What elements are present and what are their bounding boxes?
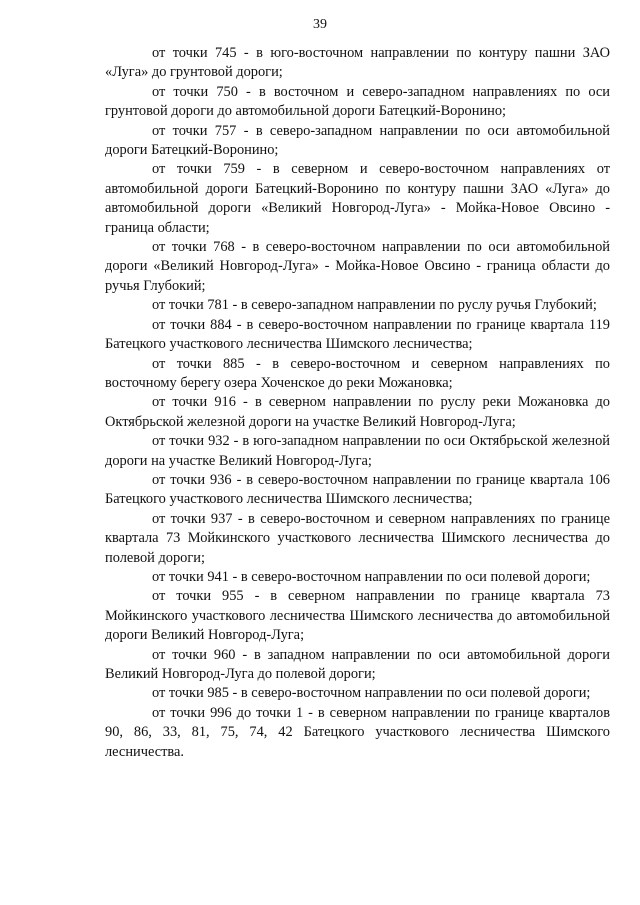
boundary-paragraph-932: от точки 932 - в юго-западном направлении по оси Октябрьской железной дороги на участке Великий Новгород-Луга; — [105, 433, 610, 469]
boundary-paragraph-936: от точки 936 - в северо-восточном направлении по границе квартала 106 Батецкого участкового лесничества Шимского лесничества; — [105, 471, 610, 508]
page-number: 39 — [313, 17, 327, 32]
boundary-paragraph-985: от точки 985 - в северо-восточном направлении по оси полевой дороги; — [152, 685, 591, 702]
boundary-paragraph-885: от точки 885 - в северо-восточном и северном направлениях по восточному берегу озера Хоченское до реки Можановка; — [105, 355, 610, 391]
boundary-paragraph-937: от точки 937 - в северо-восточном и северном направлениях по границе квартала 73 Мойкинского участкового лесничества Шимского лесничества до полевой дороги; — [105, 510, 610, 566]
boundary-paragraph-781: от точки 781 - в северо-западном направлении по руслу ручья Глубокий; — [152, 297, 597, 314]
boundary-paragraph-759: от точки 759 - в северном и северо-восточном направлениях от автомобильной дороги Батецкий-Воронино по контуру пашни ЗАО «Луга» до автомобильной дороги «Великий Новгород-Луга» - Мойка-Новое Овсино - граница области; — [105, 161, 610, 236]
boundary-paragraph-745: от точки 745 - в юго-восточном направлении по контуру пашни ЗАО «Луга» до грунтовой дороги; — [105, 45, 610, 81]
boundary-paragraph-750: от точки 750 - в восточном и северо-западном направлениях по оси грунтовой дороги до автомобильной дороги Батецкий-Воронино; — [105, 83, 610, 120]
boundary-description — [105, 44, 610, 762]
boundary-paragraph-941: от точки 941 - в северо-восточном направлении по оси полевой дороги; — [152, 568, 591, 585]
boundary-paragraph-960: от точки 960 - в западном направлении по оси автомобильной дороги Великий Новгород-Луга до полевой дороги; — [105, 646, 610, 682]
boundary-paragraph-996: от точки 996 до точки 1 - в северном направлении по границе кварталов 90, 86, 33, 81, 75, 74, 42 Батецкого участкового лесничества Шимского лесничества. — [105, 704, 610, 760]
boundary-paragraph-757: от точки 757 - в северо-западном направлении по оси автомобильной дороги Батецкий-Воронино; — [105, 122, 610, 159]
boundary-paragraph-768: от точки 768 - в северо-восточном направлении по оси автомобильной дороги «Великий Новгород-Луга» - Мойка-Новое Овсино - граница области до ручья Глубокий; — [105, 239, 610, 294]
boundary-paragraph-955: от точки 955 - в северном направлении по границе квартала 73 Мойкинского участкового лесничества Шимского лесничества до автомобильной дороги Великий Новгород-Луга; — [105, 588, 610, 644]
boundary-paragraph-884: от точки 884 - в северо-восточном направлении по границе квартала 119 Батецкого участкового лесничества Шимского лесничества; — [105, 316, 610, 353]
boundary-paragraph-916: от точки 916 - в северном направлении по руслу реки Можановка до Октябрьской железной дороги на участке Великий Новгород-Луга; — [105, 394, 610, 430]
